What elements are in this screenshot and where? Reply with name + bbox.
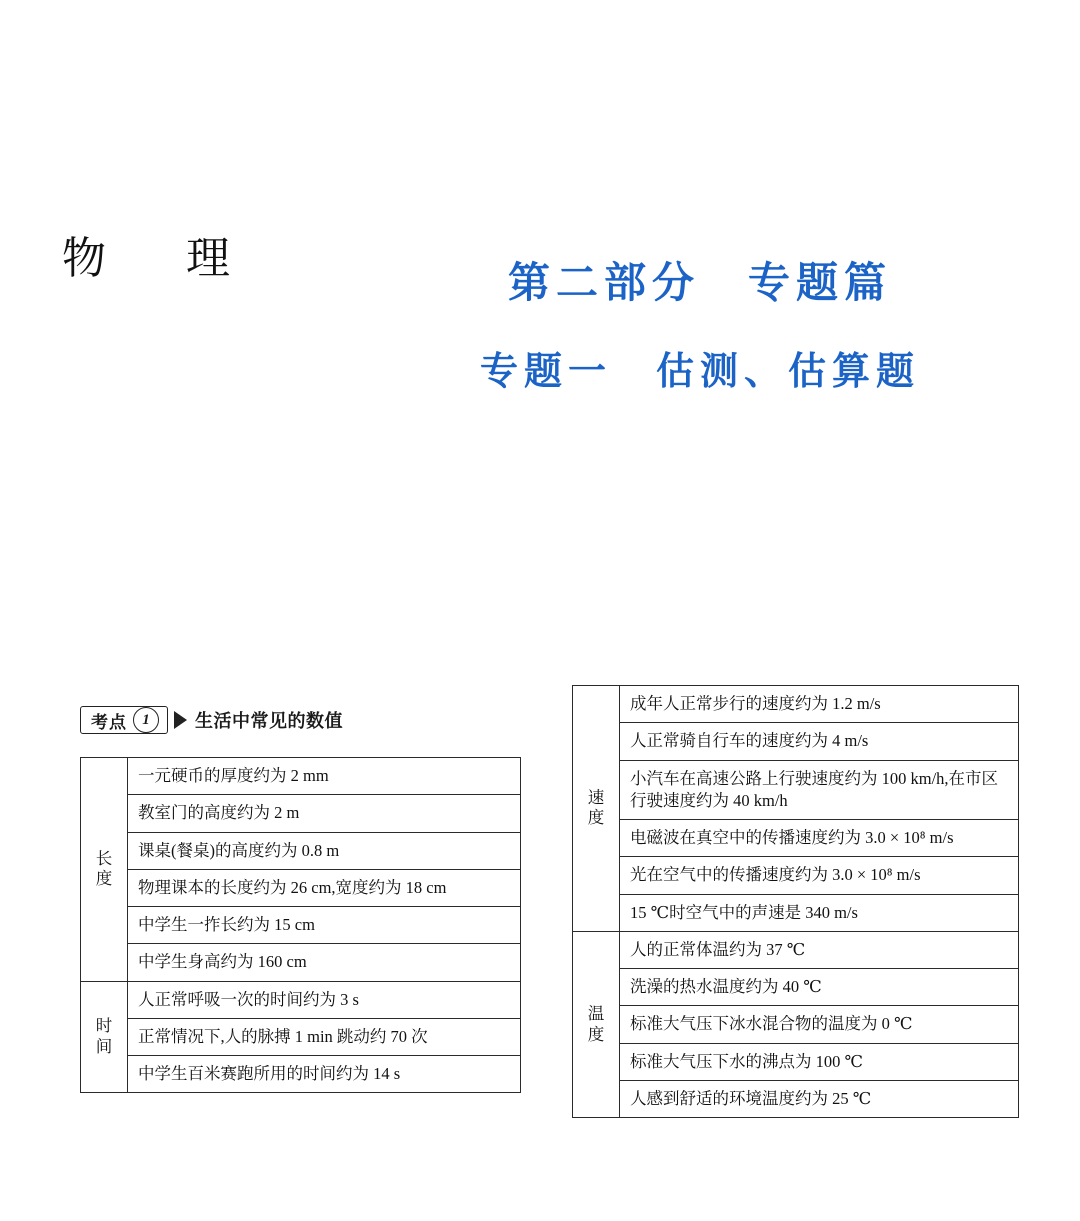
table-value-cell: 一元硬币的厚度约为 2 mm (128, 758, 521, 795)
table-right (572, 685, 1019, 1118)
table-row (573, 820, 1019, 857)
table-value-cell: 光在空气中的传播速度约为 3.0 × 10⁸ m/s (620, 857, 1019, 894)
table-row (81, 869, 521, 906)
kaodian-title: 生活中常见的数值 (195, 711, 343, 731)
part-title: 第二部分 专题篇 (507, 259, 892, 306)
table-row (573, 857, 1019, 894)
table-value-cell: 物理课本的长度约为 26 cm,宽度约为 18 cm (128, 869, 521, 906)
table-category-cell: 速 度 (573, 686, 620, 932)
table-row (573, 686, 1019, 723)
table-value-cell: 中学生一拃长约为 15 cm (128, 907, 521, 944)
table-value-cell: 人正常骑自行车的速度约为 4 m/s (620, 723, 1019, 760)
table-value-cell: 中学生百米赛跑所用的时间约为 14 s (128, 1056, 521, 1093)
table-value-cell: 标准大气压下冰水混合物的温度为 0 ℃ (620, 1006, 1019, 1043)
table-right-body (573, 686, 1019, 1118)
page-subject-title: 物 理 (62, 234, 248, 283)
table-left (80, 757, 521, 1093)
table-value-cell: 小汽车在高速公路上行驶速度约为 100 km/h,在市区行驶速度约为 40 km/h (620, 760, 1019, 820)
table-row (81, 832, 521, 869)
table-value-cell: 课桌(餐桌)的高度约为 0.8 m (128, 832, 521, 869)
table-row (573, 760, 1019, 820)
table-value-cell: 中学生身高约为 160 cm (128, 944, 521, 981)
table-value-cell: 人正常呼吸一次的时间约为 3 s (128, 981, 521, 1018)
table-value-cell: 15 ℃时空气中的声速是 340 m/s (620, 894, 1019, 931)
table-value-cell: 人的正常体温约为 37 ℃ (620, 931, 1019, 968)
table-value-cell: 人感到舒适的环境温度约为 25 ℃ (620, 1080, 1019, 1117)
table-row (81, 1018, 521, 1055)
table-category-cell: 温 度 (573, 931, 620, 1117)
kaodian-number: 1 (133, 707, 159, 733)
table-value-cell: 洗澡的热水温度约为 40 ℃ (620, 969, 1019, 1006)
table-row (81, 907, 521, 944)
table-row (81, 795, 521, 832)
kaodian-banner (80, 703, 343, 737)
table-value-cell: 标准大气压下水的沸点为 100 ℃ (620, 1043, 1019, 1080)
table-row (573, 1006, 1019, 1043)
table-category-cell: 长 度 (81, 758, 128, 982)
table-row (573, 1080, 1019, 1117)
table-value-cell: 成年人正常步行的速度约为 1.2 m/s (620, 686, 1019, 723)
table-row (573, 894, 1019, 931)
table-category-cell: 时 间 (81, 981, 128, 1093)
table-row (81, 981, 521, 1018)
table-row (573, 931, 1019, 968)
table-row (81, 944, 521, 981)
triangle-right-icon (174, 711, 187, 729)
topic-title: 专题一 估测、估算题 (479, 351, 920, 393)
table-row (573, 723, 1019, 760)
table-value-cell: 教室门的高度约为 2 m (128, 795, 521, 832)
kaodian-box (80, 706, 168, 734)
table-left-body (81, 758, 521, 1093)
table-row (573, 969, 1019, 1006)
table-row (81, 758, 521, 795)
table-row (81, 1056, 521, 1093)
kaodian-label: 考点 (91, 712, 127, 732)
table-value-cell: 电磁波在真空中的传播速度约为 3.0 × 10⁸ m/s (620, 820, 1019, 857)
table-value-cell: 正常情况下,人的脉搏 1 min 跳动约 70 次 (128, 1018, 521, 1055)
table-row (573, 1043, 1019, 1080)
